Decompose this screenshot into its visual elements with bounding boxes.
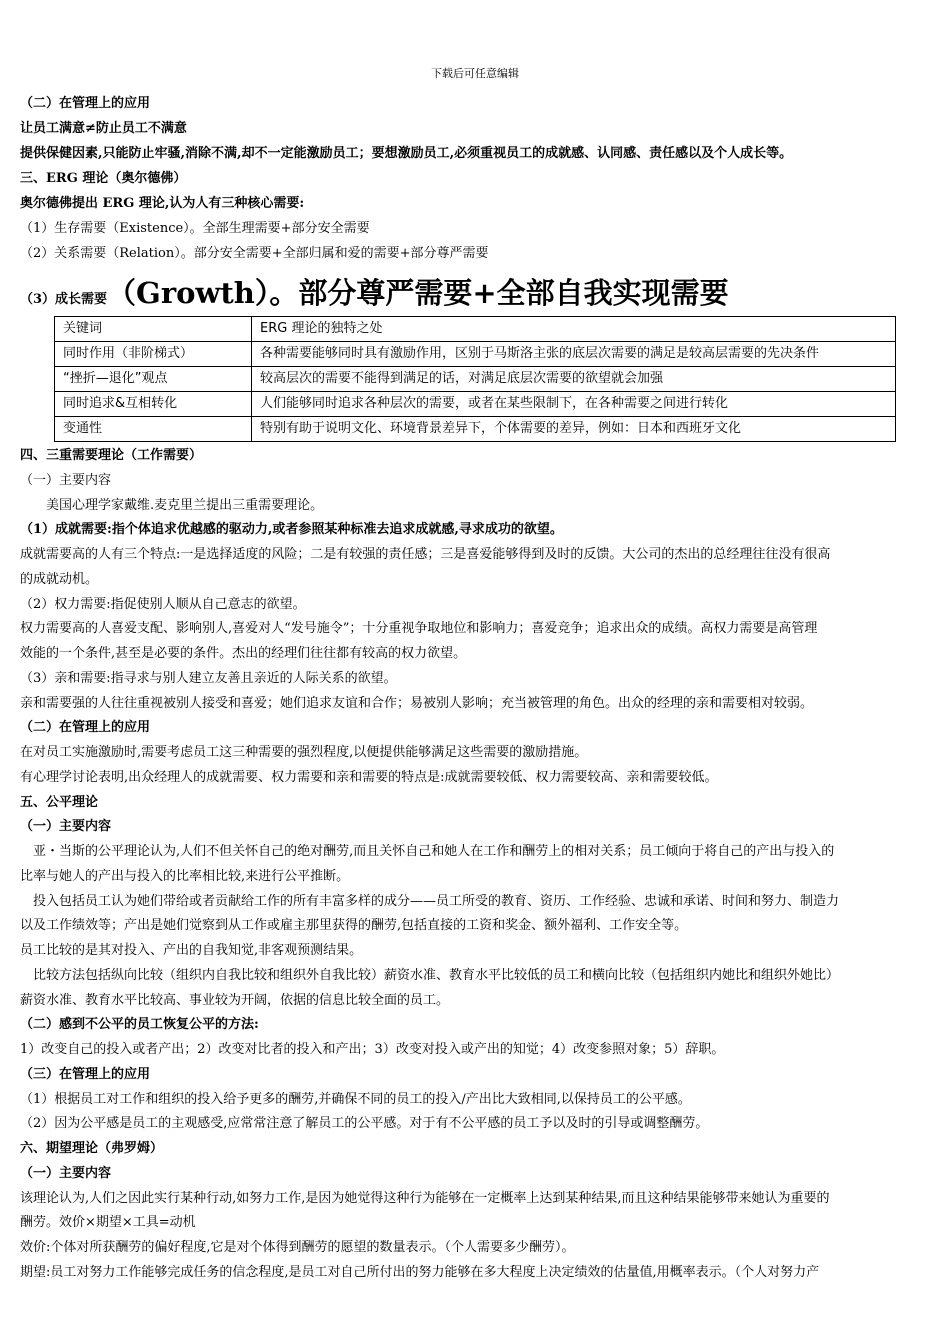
text-line: （一）主要内容	[20, 473, 112, 488]
text-line: （一）主要内容	[20, 819, 112, 834]
growth-need-prefix: （3）成长需要	[20, 292, 108, 307]
text-line: 1）改变自己的投入或者产出；2）改变对比者的投入和产出；3）改变对投入或产出的知觉；4）改变参照对象；5）辞职。	[20, 1042, 725, 1057]
table-cell-keyword: “挫折—退化”观点	[55, 367, 252, 392]
text-line: 的成就动机。	[20, 572, 99, 587]
text-line: 亚・当斯的公平理论认为,人们不但关怀自己的绝对酬劳,而且关怀自己和她人在工作和酬劳上的相对关系；员工倾向于将自己的产出与投入的	[20, 844, 835, 859]
text-line: 以及工作绩效等；产出是她们觉察到从工作或雇主那里获得的酬劳,包括直接的工资和奖金、额外福利、工作安全等。	[20, 918, 688, 933]
text-line: 奥尔德佛提出 ERG 理论,认为人有三种核心需要:	[20, 196, 305, 211]
table-cell-description: 人们能够同时追求各种层次的需要，或者在某些限制下，在各种需要之间进行转化	[252, 392, 896, 417]
text-line: （2）关系需要（Relation）。部分安全需要+全部归属和爱的需要+部分尊严需要	[20, 246, 489, 261]
table-cell-keyword: 同时作用（非阶梯式）	[55, 342, 252, 367]
text-line: 员工比较的是其对投入、产出的自我知觉,非客观预测结果。	[20, 943, 363, 958]
text-line: 提供保健因素,只能防止牢骚,消除不满,却不一定能激励员工；要想激励员工,必须重视员工的成就感、认同感、责任感以及个人成长等。	[20, 146, 793, 161]
table-row	[55, 342, 896, 367]
text-line: 让员工满意≠防止员工不满意	[20, 121, 187, 136]
table-row	[55, 392, 896, 417]
growth-need-line	[20, 273, 932, 315]
page-header: 下载后可任意编辑	[431, 67, 519, 80]
text-line: （1）生存需要（Existence）。全部生理需要+部分安全需要	[20, 221, 370, 236]
table-cell-description: 特别有助于说明文化、环境背景差异下，个体需要的差异，例如：日本和西班牙文化	[252, 417, 896, 442]
table-cell-description: ERG 理论的独特之处	[252, 317, 896, 342]
text-line: 美国心理学家戴维.麦克里兰提出三重需要理论。	[20, 498, 324, 513]
table-cell-description: 各种需要能够同时具有激励作用，区别于马斯洛主张的底层次需要的满足是较高层需要的先决条件	[252, 342, 896, 367]
text-line: 三、ERG 理论（奥尔德佛）	[20, 171, 187, 186]
text-line: 比率与她人的产出与投入的比率相比较,来进行公平推断。	[20, 869, 350, 884]
text-line: 四、三重需要理论（工作需要）	[20, 448, 203, 463]
text-line: 六、期望理论（弗罗姆）	[20, 1141, 164, 1156]
text-line: 酬劳。效价×期望×工具=动机	[20, 1215, 196, 1230]
growth-need-heading: （Growth）。部分尊严需要+全部自我实现需要	[107, 276, 729, 310]
text-line: （二）感到不公平的员工恢复公平的方法:	[20, 1017, 259, 1032]
text-line: 投入包括员工认为她们带给或者贡献给工作的所有丰富多样的成分——员工所受的教育、资历、工作经验、忠诚和承诺、时间和努力、制造力	[20, 894, 840, 909]
table-header-row	[55, 317, 896, 342]
text-line: 亲和需要强的人往往重视被别人接受和喜爱；她们追求友谊和合作；易被别人影响；充当被管理的角色。出众的经理的亲和需要相对较弱。	[20, 696, 814, 711]
text-line: 薪资水准、教育水平比较高、事业较为开阔，依据的信息比较全面的员工。	[20, 993, 450, 1008]
text-line: （三）在管理上的应用	[20, 1067, 151, 1082]
table-cell-keyword: 同时追求&互相转化	[55, 392, 252, 417]
table-row	[55, 367, 896, 392]
text-line: （1）成就需要:指个体追求优越感的驱动力,或者参照某种标准去追求成就感,寻求成功的欲望。	[20, 522, 563, 537]
text-line: 期望:员工对努力工作能够完成任务的信念程度,是员工对自己所付出的努力能够在多大程度上决定绩效的估量值,用概率表示。（个人对努力产	[20, 1265, 820, 1280]
erg-table-body	[55, 317, 896, 442]
text-line: （2）权力需要:指促使别人顺从自己意志的欲望。	[20, 597, 306, 612]
text-line: （3）亲和需要:指寻求与别人建立友善且亲近的人际关系的欲望。	[20, 671, 397, 686]
erg-table	[54, 316, 896, 442]
table-row	[55, 417, 896, 442]
text-line: （1）根据员工对工作和组织的投入给予更多的酬劳,并确保不同的员工的投入/产出比大致相同,以保持员工的公平感。	[20, 1092, 691, 1107]
text-line: 权力需要高的人喜爱支配、影响别人,喜爱对人“发号施令”；十分重视争取地位和影响力；喜爱竞争；追求出众的成绩。高权力需要是高管理	[20, 621, 818, 636]
text-line: 有心理学讨论表明,出众经理人的成就需要、权力需要和亲和需要的特点是:成就需要较低、权力需要较高、亲和需要较低。	[20, 770, 718, 785]
table-cell-keyword: 变通性	[55, 417, 252, 442]
text-line: 在对员工实施激励时,需要考虑员工这三种需要的强烈程度,以便提供能够满足这些需要的激励措施。	[20, 745, 588, 760]
table-cell-keyword: 关键词	[55, 317, 252, 342]
table-cell-description: 较高层次的需要不能得到满足的话，对满足底层次需要的欲望就会加强	[252, 367, 896, 392]
text-line: （二）在管理上的应用	[20, 96, 151, 111]
text-line: 效价:个体对所获酬劳的偏好程度,它是对个体得到酬劳的愿望的数量表示。（个人需要多少酬劳）。	[20, 1240, 575, 1255]
text-line: 该理论认为,人们之因此实行某种行动,如努力工作,是因为她觉得这种行为能够在一定概率上达到某种结果,而且这种结果能够带来她认为重要的	[20, 1191, 830, 1206]
text-line: 五、公平理论	[20, 795, 99, 810]
text-line: 比较方法包括纵向比较（组织内自我比较和组织外自我比较）薪资水准、教育水平比较低的员工和横向比较（包括组织内她比和组织外她比）	[20, 968, 840, 983]
text-line: （二）在管理上的应用	[20, 720, 151, 735]
text-line: 效能的一个条件,甚至是必要的条件。杰出的经理们往往都有较高的权力欲望。	[20, 646, 467, 661]
text-line: （2）因为公平感是员工的主观感受,应常常注意了解员工的公平感。对于有不公平感的员工予以及时的引导或调整酬劳。	[20, 1116, 709, 1131]
text-line: 成就需要高的人有三个特点:一是选择适度的风险；二是有较强的责任感；三是喜爱能够得到及时的反馈。大公司的杰出的总经理往往没有很高	[20, 547, 831, 562]
text-line: （一）主要内容	[20, 1166, 112, 1181]
